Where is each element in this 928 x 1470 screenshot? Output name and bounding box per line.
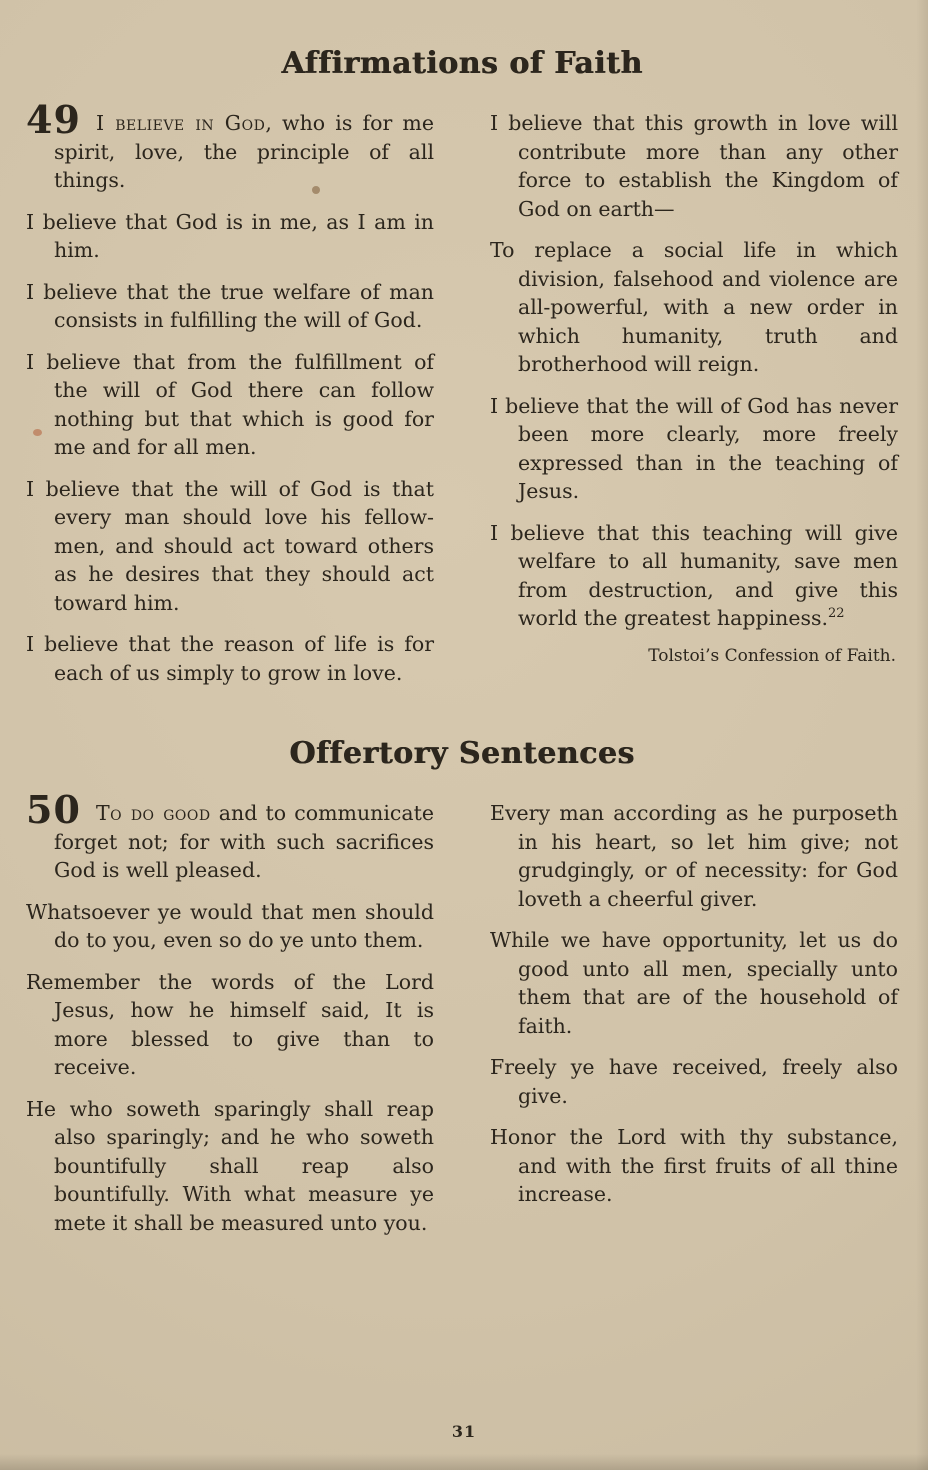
- paragraph: [490, 519, 898, 633]
- footnote-reference: 22: [828, 606, 845, 622]
- section-50-left-column: [26, 787, 435, 1250]
- paragraph: [26, 787, 435, 885]
- paragraph: He who soweth sparingly shall reap also sparingly; and he who soweth bountifully shall reap also bountifully. With what measure ye mete it shall be measured unto you.: [26, 1096, 434, 1235]
- section-49-left-column: [26, 97, 434, 700]
- paragraph: While we have opportunity, let us do good unto all men, specially unto them that are of the household of faith.: [490, 928, 898, 1038]
- paragraph: Honor the Lord with thy substance, and with the first fruits of all thine increase.: [490, 1125, 898, 1206]
- paragraph: I believe that from the fulfillment of the will of God there can follow nothing but that which is good for me and for all men.: [26, 349, 434, 459]
- attribution: Tolstoi’s Confession of Faith.: [648, 645, 896, 666]
- paragraph-text: , who is for me spirit, love, the principle of all things.: [54, 111, 434, 192]
- paragraph: I believe that God is in me, as I am in him.: [26, 209, 434, 262]
- paragraph: To replace a social life in which division, falsehood and violence are all-powerful, with a new order in which humanity, truth and brotherhood will reign.: [490, 238, 898, 376]
- section-49-right-column: [490, 109, 898, 700]
- paragraph: Every man according as he purposeth in his heart, so let him give; not grudgingly, or of necessity: for God loveth a cheerful giver.: [490, 801, 898, 911]
- paragraph-lead: I believe in God: [96, 111, 266, 135]
- page-number: 31: [451, 1422, 477, 1441]
- paragraph: I believe that the will of God has never been more clearly, more freely expressed than in the teaching of Jesus.: [490, 393, 898, 503]
- paragraph: Freely ye have received, freely also give.: [490, 1055, 898, 1108]
- section-49: [26, 97, 898, 700]
- item-number-50: 50: [26, 787, 81, 832]
- paragraph-text: I believe that this teaching will give welfare to all humanity, save men from destruction, and give this world the greatest happiness.: [490, 520, 898, 630]
- paragraph: I believe that the true welfare of man consists in fulfilling the will of God.: [26, 279, 434, 332]
- section-title-affirmations: Affirmations of Faith: [281, 46, 643, 81]
- paragraph: [26, 97, 434, 195]
- section-title-offertory: Offertory Sentences: [289, 736, 635, 771]
- paragraph-text: and to communicate forget not; for with such sacrifices God is well pleased.: [54, 801, 435, 882]
- paragraph: Whatsoever ye would that men should do to you, even so do ye unto them.: [26, 899, 434, 952]
- item-number-49: 49: [26, 97, 81, 142]
- paragraph: I believe that the reason of life is for each of us simply to grow in love.: [26, 632, 434, 685]
- paragraph-lead: To do good: [96, 801, 211, 825]
- section-50: [26, 787, 898, 1250]
- section-50-right-column: [490, 799, 898, 1250]
- paragraph: I believe that the will of God is that every man should love his fellow-men, and should act toward others as he desires that they should act toward him.: [26, 476, 434, 615]
- paragraph: Remember the words of the Lord Jesus, how he himself said, It is more blessed to give than to receive.: [26, 969, 434, 1079]
- paragraph: I believe that this growth in love will contribute more than any other force to establish the Kingdom of God on earth—: [490, 111, 898, 221]
